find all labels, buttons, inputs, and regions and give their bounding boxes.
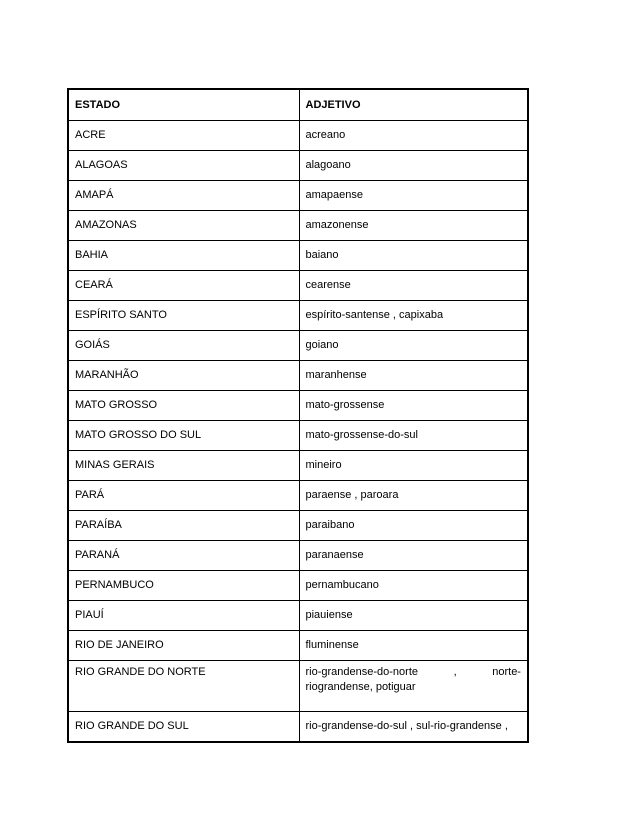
cell-estado: MARANHÃO xyxy=(68,361,299,391)
table-row xyxy=(68,301,528,331)
cell-adjetivo: goiano xyxy=(299,331,528,361)
table-row xyxy=(68,421,528,451)
cell-estado: CEARÁ xyxy=(68,271,299,301)
cell-adjetivo: alagoano xyxy=(299,151,528,181)
table-row xyxy=(68,571,528,601)
cell-adjetivo: mineiro xyxy=(299,451,528,481)
table-row xyxy=(68,331,528,361)
cell-estado: GOIÁS xyxy=(68,331,299,361)
cell-adjetivo xyxy=(299,661,528,712)
table-header-row xyxy=(68,89,528,121)
table-row xyxy=(68,211,528,241)
table-row xyxy=(68,181,528,211)
table-row xyxy=(68,481,528,511)
table-row xyxy=(68,661,528,712)
table-row xyxy=(68,601,528,631)
header-estado: ESTADO xyxy=(68,89,299,121)
cell-estado: AMAZONAS xyxy=(68,211,299,241)
adjetivo-line-2: riograndense, potiguar xyxy=(305,681,416,693)
cell-adjetivo: paraense , paroara xyxy=(299,481,528,511)
table-row xyxy=(68,361,528,391)
cell-adjetivo: baiano xyxy=(299,241,528,271)
cell-estado: PIAUÍ xyxy=(68,601,299,631)
table-row xyxy=(68,391,528,421)
cell-adjetivo: piauiense xyxy=(299,601,528,631)
cell-adjetivo: amapaense xyxy=(299,181,528,211)
cell-estado: AMAPÁ xyxy=(68,181,299,211)
states-adjectives-table xyxy=(67,88,529,743)
cell-estado: BAHIA xyxy=(68,241,299,271)
cell-estado: PARANÁ xyxy=(68,541,299,571)
cell-adjetivo: paraibano xyxy=(299,511,528,541)
cell-adjetivo: fluminense xyxy=(299,631,528,661)
cell-estado: MATO GROSSO DO SUL xyxy=(68,421,299,451)
cell-estado: RIO GRANDE DO NORTE xyxy=(68,661,299,712)
adjetivo-line-1 xyxy=(306,665,522,680)
cell-estado: RIO DE JANEIRO xyxy=(68,631,299,661)
cell-estado: PARÁ xyxy=(68,481,299,511)
cell-adjetivo: rio-grandense-do-sul , sul-rio-grandense , xyxy=(299,712,528,743)
table-row xyxy=(68,121,528,151)
adjetivo-fragment: rio-grandense-do-norte xyxy=(305,666,419,678)
table-row xyxy=(68,241,528,271)
cell-adjetivo: mato-grossense xyxy=(299,391,528,421)
table-row xyxy=(68,541,528,571)
cell-estado: MATO GROSSO xyxy=(68,391,299,421)
table-row xyxy=(68,511,528,541)
cell-adjetivo: paranaense xyxy=(299,541,528,571)
cell-adjetivo: amazonense xyxy=(299,211,528,241)
cell-adjetivo: maranhense xyxy=(299,361,528,391)
cell-adjetivo: acreano xyxy=(299,121,528,151)
cell-adjetivo: espírito-santense , capixaba xyxy=(299,301,528,331)
table-body xyxy=(68,121,528,743)
table-row xyxy=(68,631,528,661)
cell-estado: ACRE xyxy=(68,121,299,151)
cell-estado: MINAS GERAIS xyxy=(68,451,299,481)
adjetivo-fragment: , xyxy=(453,666,457,678)
table-row xyxy=(68,271,528,301)
cell-estado: ESPÍRITO SANTO xyxy=(68,301,299,331)
cell-adjetivo: pernambucano xyxy=(299,571,528,601)
header-adjetivo: ADJETIVO xyxy=(299,89,528,121)
table-row xyxy=(68,451,528,481)
cell-adjetivo: cearense xyxy=(299,271,528,301)
cell-estado: PARAÍBA xyxy=(68,511,299,541)
cell-estado: PERNAMBUCO xyxy=(68,571,299,601)
cell-estado: RIO GRANDE DO SUL xyxy=(68,712,299,743)
adjetivo-fragment: norte- xyxy=(492,666,521,678)
cell-adjetivo: mato-grossense-do-sul xyxy=(299,421,528,451)
table-row xyxy=(68,151,528,181)
table-row xyxy=(68,712,528,743)
cell-estado: ALAGOAS xyxy=(68,151,299,181)
